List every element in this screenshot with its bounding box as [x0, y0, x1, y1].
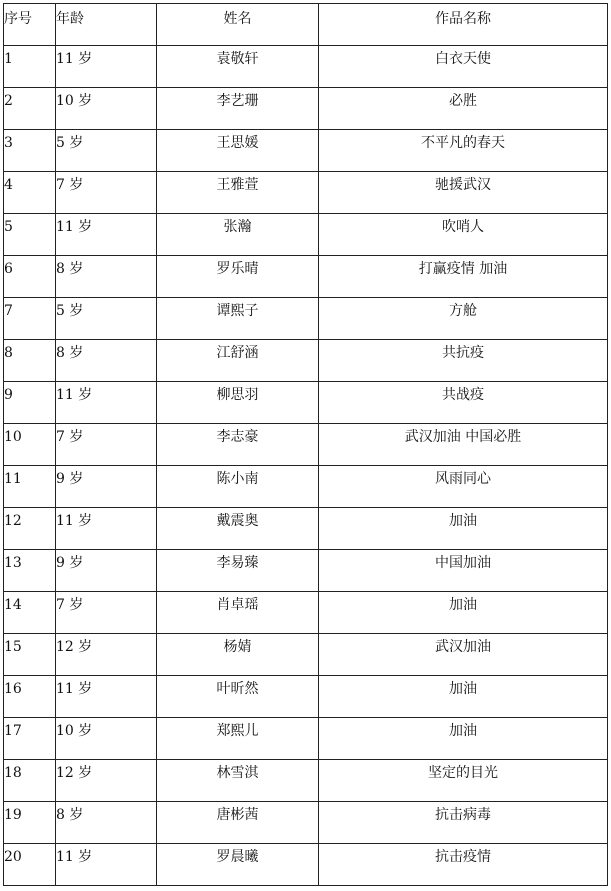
- table-row: [4, 88, 608, 130]
- cell-age: 11 岁: [56, 214, 157, 256]
- cell-age: 8 岁: [56, 256, 157, 298]
- cell-index: 1: [4, 46, 56, 88]
- cell-work-title: 中国加油: [319, 550, 608, 592]
- cell-index: 19: [4, 802, 56, 844]
- cell-index: 4: [4, 172, 56, 214]
- header-row: [4, 4, 608, 46]
- cell-index: 15: [4, 634, 56, 676]
- cell-work-title: 方舱: [319, 298, 608, 340]
- cell-work-title: 加油: [319, 508, 608, 550]
- table-row: [4, 214, 608, 256]
- cell-age: 12 岁: [56, 634, 157, 676]
- cell-index: 5: [4, 214, 56, 256]
- cell-name: 王思媛: [157, 130, 319, 172]
- cell-age: 11 岁: [56, 676, 157, 718]
- cell-name: 林雪淇: [157, 760, 319, 802]
- cell-work-title: 武汉加油 中国必胜: [319, 424, 608, 466]
- cell-index: 3: [4, 130, 56, 172]
- table-row: [4, 676, 608, 718]
- table-row: [4, 298, 608, 340]
- cell-age: 7 岁: [56, 592, 157, 634]
- cell-age: 5 岁: [56, 298, 157, 340]
- cell-age: 10 岁: [56, 718, 157, 760]
- cell-work-title: 必胜: [319, 88, 608, 130]
- cell-work-title: 加油: [319, 718, 608, 760]
- cell-index: 18: [4, 760, 56, 802]
- cell-work-title: 共抗疫: [319, 340, 608, 382]
- cell-age: 12 岁: [56, 760, 157, 802]
- cell-index: 9: [4, 382, 56, 424]
- cell-index: 13: [4, 550, 56, 592]
- cell-name: 李易臻: [157, 550, 319, 592]
- table-row: [4, 340, 608, 382]
- cell-name: 李艺珊: [157, 88, 319, 130]
- header-index: 序号: [4, 4, 56, 46]
- table-row: [4, 592, 608, 634]
- cell-age: 11 岁: [56, 844, 157, 886]
- table-row: [4, 550, 608, 592]
- table-row: [4, 466, 608, 508]
- table-row: [4, 382, 608, 424]
- cell-work-title: 不平凡的春天: [319, 130, 608, 172]
- cell-name: 陈小南: [157, 466, 319, 508]
- table-row: [4, 802, 608, 844]
- cell-index: 6: [4, 256, 56, 298]
- cell-work-title: 抗击病毒: [319, 802, 608, 844]
- cell-name: 唐彬茜: [157, 802, 319, 844]
- cell-name: 罗乐晴: [157, 256, 319, 298]
- cell-work-title: 吹哨人: [319, 214, 608, 256]
- cell-name: 戴震奥: [157, 508, 319, 550]
- cell-index: 11: [4, 466, 56, 508]
- cell-age: 9 岁: [56, 550, 157, 592]
- cell-name: 张瀚: [157, 214, 319, 256]
- table-row: [4, 508, 608, 550]
- table-row: [4, 46, 608, 88]
- cell-work-title: 共战疫: [319, 382, 608, 424]
- cell-index: 12: [4, 508, 56, 550]
- cell-index: 10: [4, 424, 56, 466]
- table-row: [4, 844, 608, 886]
- cell-index: 20: [4, 844, 56, 886]
- cell-name: 谭熙子: [157, 298, 319, 340]
- cell-work-title: 白衣天使: [319, 46, 608, 88]
- header-work: 作品名称: [319, 4, 608, 46]
- cell-name: 罗晨曦: [157, 844, 319, 886]
- cell-work-title: 抗击疫情: [319, 844, 608, 886]
- table-body: [4, 46, 608, 886]
- cell-age: 9 岁: [56, 466, 157, 508]
- cell-work-title: 风雨同心: [319, 466, 608, 508]
- cell-work-title: 打赢疫情 加油: [319, 256, 608, 298]
- cell-name: 柳思羽: [157, 382, 319, 424]
- table-header: [4, 4, 608, 46]
- cell-work-title: 武汉加油: [319, 634, 608, 676]
- cell-age: 11 岁: [56, 46, 157, 88]
- table-row: [4, 718, 608, 760]
- cell-name: 李志豪: [157, 424, 319, 466]
- table-row: [4, 634, 608, 676]
- cell-name: 叶昕然: [157, 676, 319, 718]
- cell-name: 王雅萱: [157, 172, 319, 214]
- cell-work-title: 驰援武汉: [319, 172, 608, 214]
- cell-name: 江舒涵: [157, 340, 319, 382]
- cell-index: 8: [4, 340, 56, 382]
- cell-age: 8 岁: [56, 340, 157, 382]
- cell-index: 7: [4, 298, 56, 340]
- cell-age: 7 岁: [56, 172, 157, 214]
- cell-work-title: 坚定的目光: [319, 760, 608, 802]
- cell-age: 10 岁: [56, 88, 157, 130]
- cell-work-title: 加油: [319, 592, 608, 634]
- cell-age: 5 岁: [56, 130, 157, 172]
- header-age: 年龄: [56, 4, 157, 46]
- cell-index: 2: [4, 88, 56, 130]
- cell-name: 肖卓瑶: [157, 592, 319, 634]
- cell-age: 11 岁: [56, 508, 157, 550]
- cell-name: 袁敬轩: [157, 46, 319, 88]
- table-row: [4, 130, 608, 172]
- table-row: [4, 172, 608, 214]
- cell-age: 8 岁: [56, 802, 157, 844]
- cell-age: 7 岁: [56, 424, 157, 466]
- cell-index: 16: [4, 676, 56, 718]
- cell-index: 14: [4, 592, 56, 634]
- cell-work-title: 加油: [319, 676, 608, 718]
- cell-index: 17: [4, 718, 56, 760]
- table-row: [4, 424, 608, 466]
- header-name: 姓名: [157, 4, 319, 46]
- entries-table: [3, 3, 608, 886]
- table-row: [4, 760, 608, 802]
- table-row: [4, 256, 608, 298]
- cell-name: 杨婧: [157, 634, 319, 676]
- cell-age: 11 岁: [56, 382, 157, 424]
- cell-name: 郑熙儿: [157, 718, 319, 760]
